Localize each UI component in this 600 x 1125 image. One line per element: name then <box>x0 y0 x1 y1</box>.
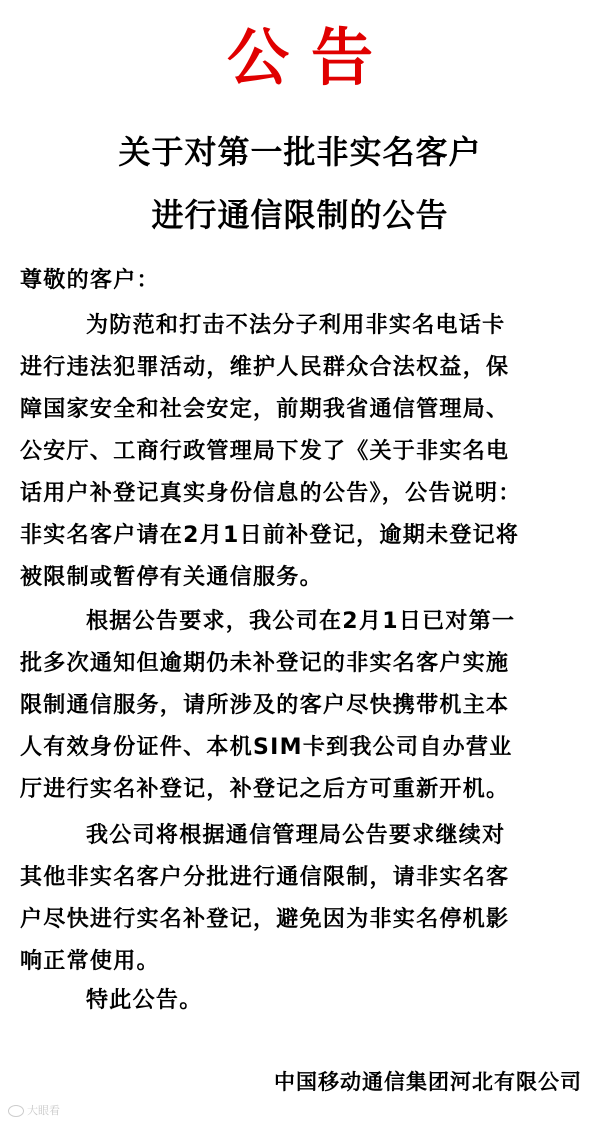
paragraph-3-line: 我公司将根据通信管理局公告要求继续对 <box>86 823 506 848</box>
weibo-icon <box>8 1105 24 1117</box>
paragraph-3 <box>20 818 600 986</box>
notice-heading: 公告 <box>226 21 395 94</box>
paragraph-1-line: 公安厅、工商行政管理局下发了《关于非实名电 <box>20 439 510 464</box>
paragraph-1-line: 为防范和打击不法分子利用非实名电话卡 <box>86 313 506 338</box>
paragraph-3-line: 响正常使用。 <box>20 949 160 974</box>
paragraph-3-line: 户尽快进行实名补登记，避免因为非实名停机影 <box>20 907 510 932</box>
paragraph-2-line: 批多次通知但逾期仍未补登记的非实名客户实施 <box>20 651 510 676</box>
paragraph-1-line: 进行违法犯罪活动，维护人民群众合法权益，保 <box>20 355 510 380</box>
paragraph-2-line: 厅进行实名补登记，补登记之后方可重新开机。 <box>20 777 510 802</box>
closing-line: 特此公告。 <box>86 988 203 1013</box>
paragraph-2 <box>20 604 600 814</box>
paragraph-1-line: 非实名客户请在2月1日前补登记，逾期未登记将 <box>20 523 520 548</box>
watermark <box>8 1102 60 1118</box>
paragraph-1-line: 障国家安全和社会安定，前期我省通信管理局、 <box>20 397 510 422</box>
paragraph-1-line: 话用户补登记真实身份信息的公告》，公告说明： <box>20 481 522 506</box>
salutation: 尊敬的客户： <box>20 268 160 293</box>
paragraph-4 <box>20 983 600 1025</box>
paragraph-1-line: 被限制或暂停有关通信服务。 <box>20 565 323 590</box>
paragraph-2-line: 根据公告要求，我公司在2月1日已对第一 <box>86 609 516 634</box>
watermark-text: 大眼看 <box>27 1104 60 1117</box>
paragraph-3-line: 其他非实名客户分批进行通信限制，请非实名客 <box>20 865 510 890</box>
signature: 中国移动通信集团河北有限公司 <box>274 1070 582 1094</box>
notice-title-line-1: 关于对第一批非实名客户 <box>118 133 482 171</box>
paragraph-2-line: 限制通信服务，请所涉及的客户尽快携带机主本 <box>20 693 510 718</box>
paragraph-1 <box>20 308 600 602</box>
paragraph-2-line: 人有效身份证件、本机SIM卡到我公司自办营业 <box>20 735 513 760</box>
notice-title-line-2: 进行通信限制的公告 <box>151 196 449 234</box>
